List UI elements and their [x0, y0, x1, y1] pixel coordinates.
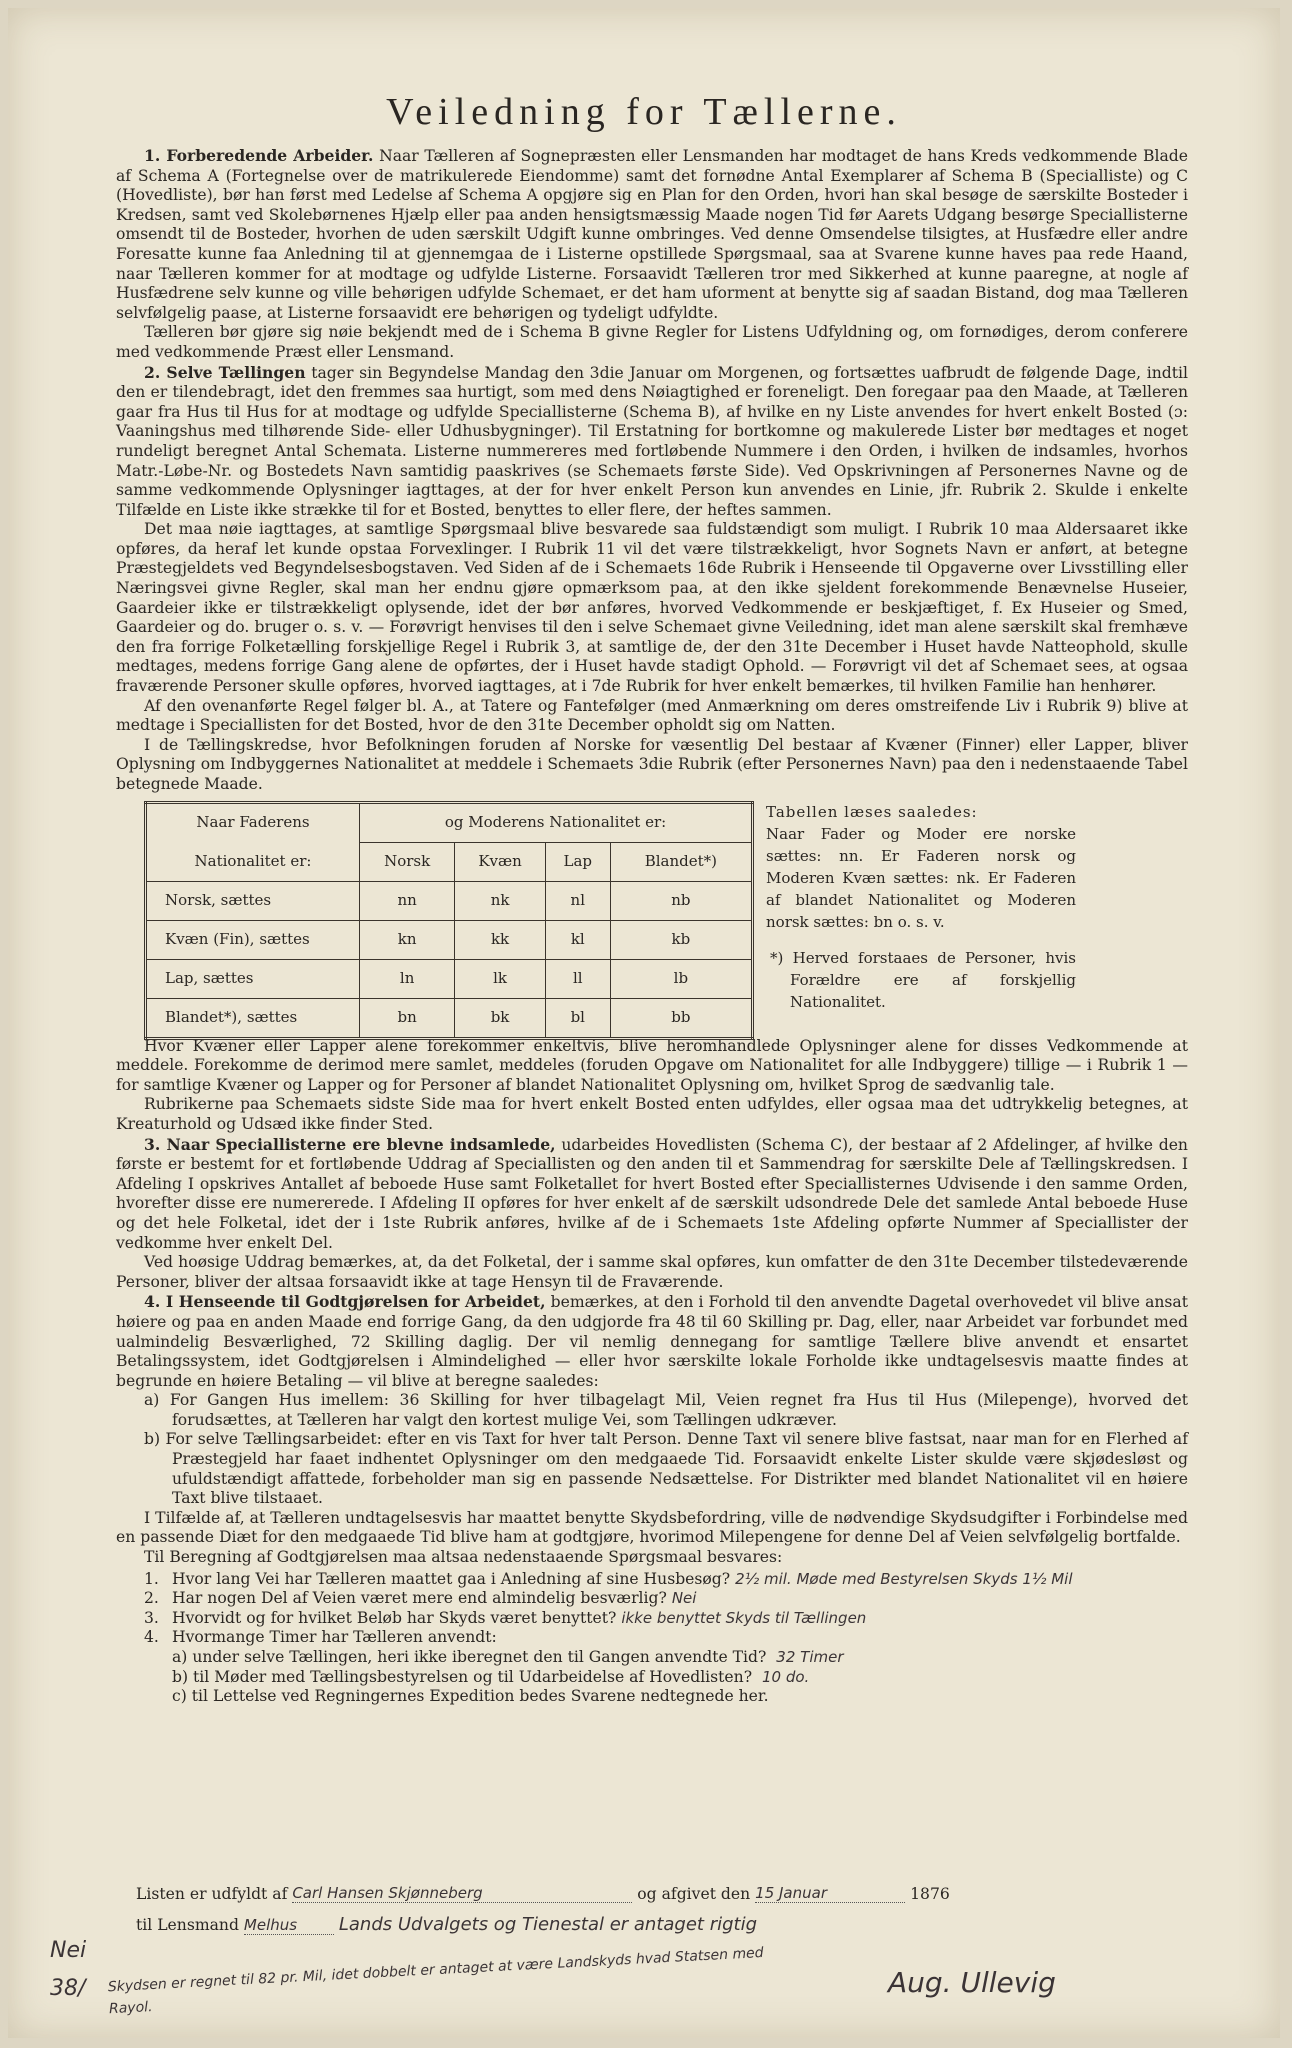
- section-1-paragraph: 1. Forberedende Arbeider. Naar Tælleren af Sognepræsten eller Lensmanden har modtaget de hans Kreds vedkommende Blade af Schema A (Fortegnelse over de matrikulerede Eiendomme) samt det fornødne Antal Exemplarer af Schema B (Specialliste) og C (Hovedliste), bør han først med Ledelse af Schema A opgjøre sig en Plan for den Orden, hvori han skal besøge de særskilte Bosteder i Kredsen, samt ved Skolebørnenes Hjælp eller paa anden hensigtsmæssig Maade nogen Tid før Aarets Udgang besørge Speciallisterne omsendt til de Bosteder, hvorhen de uden særskilt Udgift kunne ombringes. Ved denne Omsendelse tilsigtes, at Husfædre eller andre Foresatte kunne faa Anledning til at gjennemgaa de i Listerne opstillede Spørgsmaal, saa at Svarene kunne haves paa rede Haand, naar Tælleren kommer for at modtage og udfylde Listerne. Forsaavidt Tælleren tror med Sikkerhed at kunne paaregne, at nogle af Husfædrene selv kunne og ville behørigen udfylde Schemaet, er det ham uforment at benytte sig af saadan Bistand, dog maa Tælleren selvfølgelig paase, at Listerne forsaavidt ere behørigen og tydeligt udfyldte.: [116, 146, 1188, 322]
- question-item: 4. Hvormange Timer har Tælleren anvendt:: [144, 1628, 497, 1647]
- answer-handwritten: 32 Timer: [776, 1648, 844, 1666]
- table-row: [146, 998, 753, 1038]
- table-cell: bl: [545, 998, 610, 1038]
- column-group-header: og Moderens Nationalitet er:: [360, 802, 753, 842]
- table-row: [146, 881, 753, 920]
- section-2-paragraph-3: Af den ovenanførte Regel følger bl. A., at Tatere og Fantefølger (med Anmærkning om deres omstreifende Liv i Rubrik 9) blive at medtage i Speciallisten for det Bosted, hvor de den 31te December opholdt sig om Natten.: [116, 696, 1188, 735]
- col-header: Lap: [545, 842, 610, 881]
- filled-by-line: Listen er udfyldt af Carl Hansen Skjønneberg og afgivet den 15 Januar 1876: [136, 1884, 950, 1903]
- margin-note-nei: Nei: [50, 1938, 87, 1963]
- section-4-paragraph-2: I Tilfælde af, at Tælleren undtagelsesvis har maattet benytte Skydsbefordring, ville de nødvendige Skydsudgifter i Forbindelse med en passende Diæt for den medgaaede Tid blive ham at godtgjøre, hvorimod Milepengene for denne Del af Veien selvfølgelig bortfalde.: [116, 1508, 1188, 1547]
- section-2-heading: 2. Selve Tællingen: [144, 362, 306, 382]
- table-cell: kb: [610, 920, 752, 959]
- table-explanation: [766, 801, 1076, 1013]
- section-2-paragraph-2: Det maa nøie iagttages, at samtlige Spørgsmaal blive besvarede saa fuldstændigt som muligt. I Rubrik 10 maa Aldersaaret ikke opføres, da heraf let kunde opstaa Forvexlinger. I Rubrik 11 vil det være tilstrækkeligt, hvor Sognets Navn er anført, at betegne Præstegjeldets ved Begyndelsesbogstaven. Ved Siden af de i Schemaets 16de Rubrik i Henseende til Opgaverne over Livsstilling eller Næringsvei givne Regler, skal man her endnu gjøre opmærksom paa, at den ikke sjeldent forekommende Benævnelse Huseier, Gaardeier ikke er tilstrækkeligt oplysende, idet der bør anføres, hvorved Vedkommende er beskjæftiget, f. Ex Huseier og Smed, Gaardeier og do. bruger o. s. v. — Forøvrigt henvises til den i selve Schemaet givne Veiledning, idet man alene særskilt skal fremhæve den fra forrige Folketælling forskjellige Regel i Rubrik 3, at samtlige de, der den 31te December i Huset havde Natteophold, skulle medtages, medens forrige Gang alene de opførtes, der i Huset havde stadigt Ophold. — Forøvrigt vil det af Schemaet sees, at ogsaa fraværende Personer skulle opføres, hvorved iagttages, at i 7de Rubrik for hver enkelt bemærkes, til hvilken Familie han henhører.: [116, 520, 1188, 696]
- col-header: Norsk: [360, 842, 455, 881]
- table-cell: nn: [360, 881, 455, 920]
- answer-handwritten: Nei: [671, 1589, 697, 1608]
- table-cell: bn: [360, 998, 455, 1038]
- section-4-heading: 4. I Henseende til Godtgjørelsen for Arbeidet,: [144, 1292, 546, 1312]
- col-header: Blandet*): [610, 842, 752, 881]
- table-cell: kn: [360, 920, 455, 959]
- table-footnote: *) Herved forstaaes de Personer, hvis Forældre ere af forskjellig Nationalitet.: [770, 948, 1076, 1011]
- instructions-body: [116, 146, 1188, 1707]
- document-page: [8, 8, 1280, 2038]
- table-cell: ll: [545, 959, 610, 998]
- section-2-paragraph-5: Hvor Kvæner eller Lapper alene forekommer enkeltvis, blive heromhandlede Oplysninger alene for disses Vedkommende at meddele. Forekomme de derimod mere samlet, meddeles (foruden Opgave om Nationalitet for alle Indbyggere) tillige — i Rubrik 1 — for samtlige Kvæner og Lapper og for Personer af blandet Nationalitet Oplysning om, hvilket Sprog de sædvanlig tale.: [116, 1036, 1188, 1094]
- answer-handwritten: 10 do.: [762, 1667, 810, 1686]
- question-item: 2. Har nogen Del af Veien været mere end almindelig besværlig? Nei: [144, 1589, 697, 1608]
- section-2-paragraph-6: Rubrikerne paa Schemaets sidste Side maa for hvert enkelt Bosted enten udfyldes, eller ogsaa maa det udtrykkelig betegnes, at Kreaturhold og Udsæd ikke finder Sted.: [116, 1095, 1188, 1133]
- lensmand-remark: Lands Udvalgets og Tienestal er antaget rigtig: [338, 1914, 758, 1935]
- section-3-paragraph-2: Ved hoøsige Uddrag bemærkes, at, da det Folketal, der i samme skal opføres, kun omfatter de den 31te December tilstedeværende Personer, bliver der altsaa forsaavidt ikke at tage Hensyn til de Fraværende.: [116, 1253, 1188, 1291]
- table-cell: bb: [610, 998, 752, 1038]
- page-title: Veiledning for Tællerne.: [386, 91, 902, 133]
- filled-date: 15 Januar: [755, 1884, 905, 1903]
- subquestion-item: c) til Lettelse ved Regningernes Expedition bedes Svarene nedtegnede her.: [172, 1687, 769, 1706]
- subquestion-item: a) under selve Tællingen, heri ikke iberegnet den til Gangen anvendte Tid? 32 Timer: [172, 1648, 844, 1666]
- row-label: Kvæn (Fin), sættes: [146, 920, 360, 959]
- subquestion-item: b) til Møder med Tællingsbestyrelsen og til Udarbeidelse af Hovedlisten? 10 do.: [172, 1667, 810, 1686]
- section-4-item-b: b) For selve Tællingsarbeidet: efter en vis Taxt for hver talt Person. Denne Taxt vil senere blive fastsat, naar man for en Flerhed af Præstegjeld har faaet indhentet Oplysninger om den medgaaede Tid. Forsaavidt enkelte Lister skulde være skjødesløst og ufuldstændigt affattede, forbeholder man sig en passende Nedsættelse. For Distrikter med blandet Nationalitet vil en høiere Taxt blive tilstaaet.: [144, 1430, 1188, 1508]
- margin-note-text: Skydsen er regnet til 82 pr. Mil, idet dobbelt er antaget at være Landskyds hvad Statsen med Rayol.: [107, 1944, 765, 2018]
- col-header: Kvæn: [455, 842, 546, 881]
- table-row: [146, 920, 753, 959]
- row-header-2: Nationalitet er:: [146, 842, 360, 881]
- row-label: Norsk, sættes: [146, 881, 360, 920]
- table-cell: ln: [360, 959, 455, 998]
- lensmand-name: Melhus: [244, 1916, 334, 1935]
- section-3-paragraph: 3. Naar Speciallisterne ere blevne indsamlede, udarbeides Hovedlisten (Schema C), der bestaar af 2 Afdelinger, af hvilke den første er bestemt for et fortløbende Uddrag af Speciallisten og den anden til et Sammendrag for særskilte Dele af Tællingskredsen. I Afdeling I opskrives Antallet af beboede Huse samt Folketallet for hvert Bosted efter Speciallisternes Udvisende i den samme Orden, hvorefter disse ere numererede. I Afdeling II opføres for hver enkelt af de særskilt udsondrede Dele det samlede Antal beboede Huse og det hele Folketal, idet der i 1ste Rubrik anføres, hvilke af de i Schemaets 1ste Afdeling opførte Nummer af Speciallister der vedkomme hver enkelt Del.: [116, 1134, 1188, 1252]
- section-1-paragraph-2: Tælleren bør gjøre sig nøie bekjendt med de i Schema B givne Regler for Listens Udfyldning og, om fornødiges, derom conferere med vedkommende Præst eller Lensmand.: [116, 323, 1188, 361]
- table-cell: bk: [455, 998, 546, 1038]
- answer-handwritten: ikke benyttet Skyds til Tællingen: [621, 1608, 867, 1627]
- table-explanation-text: Naar Fader og Moder ere norske sættes: nn. Er Faderen norsk og Moderen Kvæn sættes: nk. Er Faderen af blandet Nationalitet og Moderen norsk sættes: bn o. s. v.: [766, 824, 1076, 931]
- nationality-table-area: [116, 801, 1188, 1033]
- to-lensmand-line: til Lensmand Melhus Lands Udvalgets og Tienestal er antaget rigtig: [136, 1914, 758, 1935]
- table-cell: nk: [455, 881, 546, 920]
- filled-by-name: Carl Hansen Skjønneberg: [292, 1884, 632, 1903]
- table-row: [146, 959, 753, 998]
- table-cell: kl: [545, 920, 610, 959]
- table-cell: kk: [455, 920, 546, 959]
- table-explanation-heading: Tabellen læses saaledes:: [766, 802, 978, 821]
- question-item: 1. Hvor lang Vei har Tælleren maattet gaa i Anledning af sine Husbesøg? 2½ mil. Møde med Bestyrelsen Skyds 1½ Mil: [144, 1569, 1073, 1588]
- section-2-paragraph-4: I de Tællingskredse, hvor Befolkningen foruden af Norske for væsentlig Del bestaar af Kvæner (Finner) eller Lapper, bliver Oplysning om Indbyggernes Nationalitet at meddele i Schemaets 3die Rubrik (efter Personernes Navn) paa den i nedenstaaende Tabel betegnede Maade.: [116, 735, 1188, 793]
- section-1-heading: 1. Forberedende Arbeider.: [144, 146, 374, 165]
- section-4-paragraph: 4. I Henseende til Godtgjørelsen for Arbeidet, bemærkes, at den i Forhold til den anvendte Dagetal overhovedet vil blive ansat høiere og paa en anden Maade end forrige Gang, da den udgjorde fra 48 til 60 Skilling pr. Dag, eller, naar Arbeidet var forbundet med ualmindelig Besværlighed, 72 Skilling daglig. Der vil nemlig dennegang for samtlige Tællere blive anvendt et ensartet Betalingssystem, idet Godtgjørelsen i Almindelighed — eller hvor særskilte lokale Forholde ikke undtagelsesvis maatte findes at begrunde en høiere Betaling — vil blive at beregne saaledes:: [116, 1292, 1188, 1390]
- row-label: Blandet*), sættes: [146, 998, 360, 1038]
- questions-list: [144, 1570, 1188, 1707]
- table-cell: lk: [455, 959, 546, 998]
- bottom-signature: Aug. Ullevig: [888, 1966, 1056, 1999]
- section-4-item-a: a) For Gangen Hus imellem: 36 Skilling for hver tilbagelagt Mil, Veien regnet fra Hus til Hus (Milepenge), hvorved det forudsættes, at Tælleren har valgt den kortest mulige Vei, som Tællingen udkræver.: [144, 1391, 1188, 1429]
- answer-handwritten: 2½ mil. Møde med Bestyrelsen Skyds 1½ Mil: [735, 1569, 1073, 1588]
- section-2-paragraph: 2. Selve Tællingen tager sin Begyndelse Mandag den 3die Januar om Morgenen, og fortsættes uafbrudt de følgende Dage, indtil den er tilendebragt, idet den fremmes saa hurtigt, som med dens Nøiagtighed er foreneligt. Den foregaar paa den Maade, at Tælleren gaar fra Hus til Hus for at modtage og udfylde Speciallisterne (Schema B), af hvilke en ny Liste anvendes for hvert enkelt Bosted (ɔ: Vaaningshus med tilhørende Side- eller Udhusbygninger). Til Erstatning for bortkomne og makulerede Lister bør medtages et noget rundeligt beregnet Antal Schemata. Listerne nummereres med fortløbende Nummere i den Orden, i hvilken de indsamles, hvorhos Matr.-Løbe-Nr. og Bostedets Navn samtidig paaskrives (se Schemaets første Side). Ved Opskrivningen af Personernes Navne og de samme vedkommende Oplysninger iagttages, at der for hver enkelt Person kun anvendes en Linie, jfr. Rubrik 2. Skulde i enkelte Tilfælde en Liste ikke strække til for et Bosted, benyttes to eller flere, der heftes sammen.: [116, 362, 1188, 519]
- section-3-heading: 3. Naar Speciallisterne ere blevne indsamlede,: [144, 1134, 556, 1154]
- row-label: Lap, sættes: [146, 959, 360, 998]
- nationality-table: [144, 801, 754, 1040]
- margin-note-number: 38/: [50, 1976, 86, 2001]
- question-item: 3. Hvorvidt og for hvilket Beløb har Skyds været benyttet? ikke benyttet Skyds til Tællingen: [144, 1608, 867, 1627]
- table-cell: nl: [545, 881, 610, 920]
- subquestions: [172, 1648, 1188, 1707]
- table-cell: nb: [610, 881, 752, 920]
- table-cell: lb: [610, 959, 752, 998]
- section-4-paragraph-3: Til Beregning af Godtgjørelsen maa altsaa nedenstaaende Spørgsmaal besvares:: [144, 1548, 783, 1567]
- row-header-1: Naar Faderens: [146, 802, 360, 842]
